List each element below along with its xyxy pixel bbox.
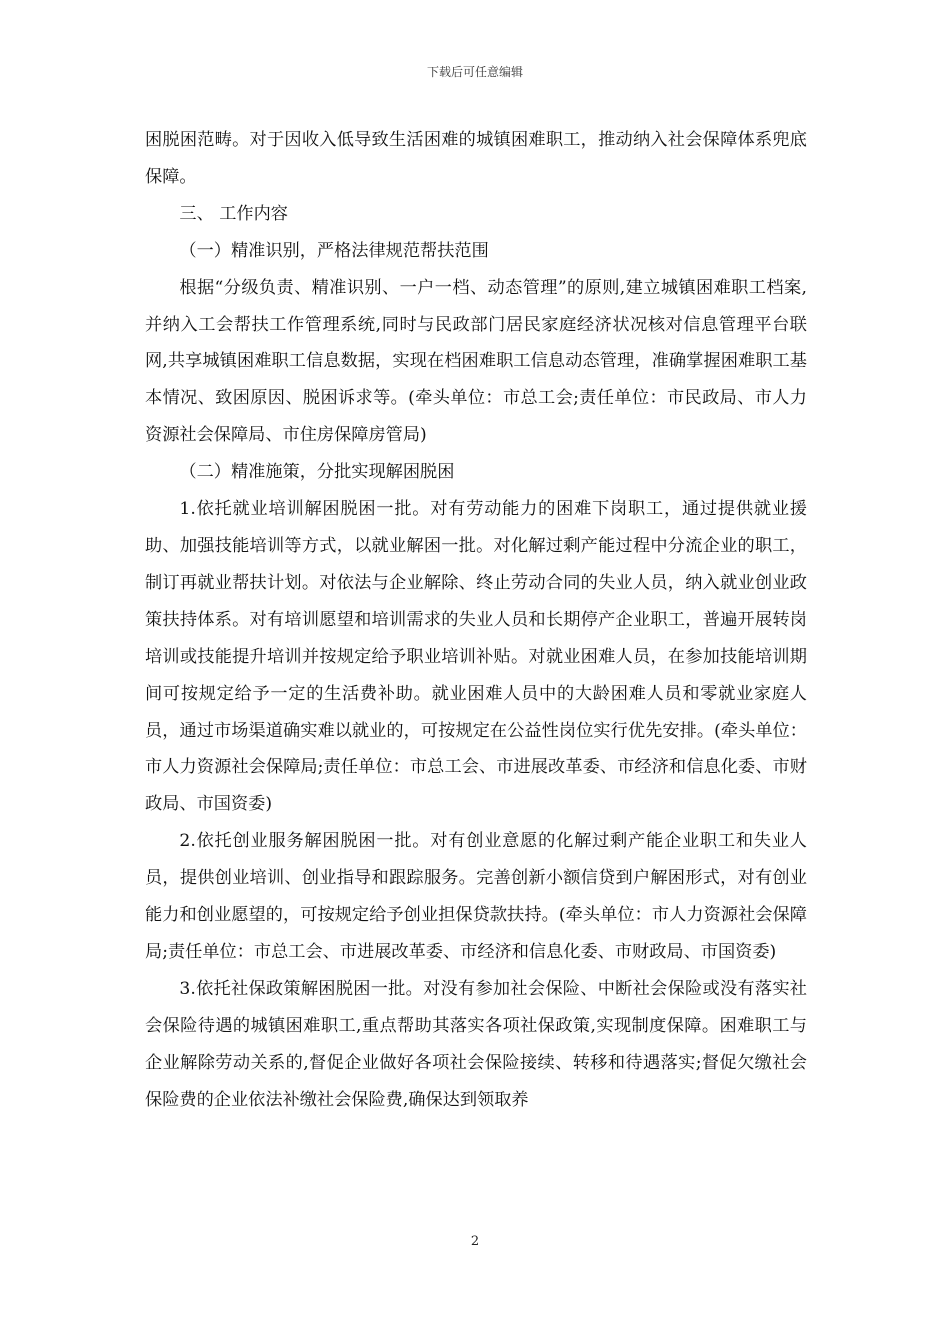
document-body: [145, 122, 807, 1118]
paragraph-continuation: 困脱困范畴。对于因收入低导致生活困难的城镇困难职工，推动纳入社会保障体系兜底保障。: [145, 130, 807, 187]
paragraph: 根据“分级负责、精准识别、一户一档、动态管理”的原则,建立城镇困难职工档案,并纳入工会帮扶工作管理系统,同时与民政部门居民家庭经济状况核对信息管理平台联网,共享城镇困难职工信息数据，实现在档困难职工信息动态管理，准确掌握困难职工基本情况、致困原因、脱困诉求等。(牵头单位：市总工会;责任单位：市民政局、市人力资源社会保障局、市住房保障房管局): [145, 277, 807, 446]
page-number: 2: [470, 1234, 480, 1249]
subsection-heading: （一）精准识别，严格法律规范帮扶范围: [179, 240, 489, 261]
paragraph: 3.依托社保政策解困脱困一批。对没有参加社会保险、中断社会保险或没有落实社会保险待遇的城镇困难职工,重点帮助其落实各项社保政策,实现制度保障。困难职工与企业解除劳动关系的,督促企业做好各项社会保险接续、转移和待遇落实;督促欠缴社会保险费的企业依法补缴社会保险费,确保达到领取养: [145, 978, 807, 1110]
section-heading: 三、 工作内容: [179, 203, 288, 224]
subsection-heading: （二）精准施策，分批实现解困脱困: [179, 462, 455, 483]
page-header: 下载后可任意编辑: [426, 65, 523, 79]
paragraph: 1.依托就业培训解困脱困一批。对有劳动能力的困难下岗职工，通过提供就业援助、加强技能培训等方式，以就业解困一批。对化解过剩产能过程中分流企业的职工，制订再就业帮扶计划。对依法与企业解除、终止劳动合同的失业人员，纳入就业创业政策扶持体系。对有培训愿望和培训需求的失业人员和长期停产企业职工，普遍开展转岗培训或技能提升培训并按规定给予职业培训补贴。对就业困难人员，在参加技能培训期间可按规定给予一定的生活费补助。就业困难人员中的大龄困难人员和零就业家庭人员，通过市场渠道确实难以就业的，可按规定在公益性岗位实行优先安排。(牵头单位：市人力资源社会保障局;责任单位：市总工会、市进展改革委、市经济和信息化委、市财政局、市国资委): [145, 499, 807, 815]
paragraph: 2.依托创业服务解困脱困一批。对有创业意愿的化解过剩产能企业职工和失业人员，提供创业培训、创业指导和跟踪服务。完善创新小额信贷到户解困形式，对有创业能力和创业愿望的，可按规定给予创业担保贷款扶持。(牵头单位：市人力资源社会保障局;责任单位：市总工会、市进展改革委、市经济和信息化委、市财政局、市国资委): [145, 831, 807, 962]
